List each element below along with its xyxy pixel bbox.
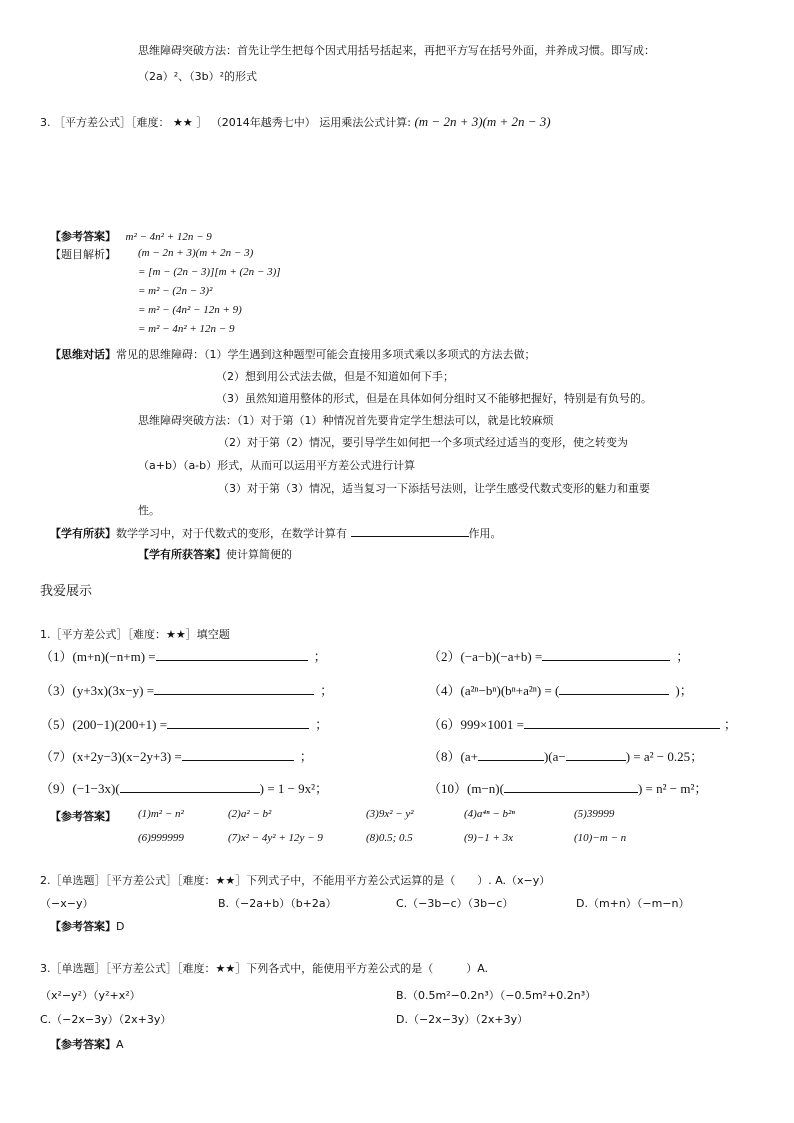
dialog-line: 性。 (138, 504, 160, 517)
dialog-line: 思维障碍突破方法：（1）对于第（1）种情况首先要肯定学生想法可以，就是比较麻烦 (138, 414, 554, 427)
p1-item-1-text: （1）(m+n)(−n+m) = (40, 649, 156, 664)
p2-option-a-cont: （−x−y） (40, 897, 94, 910)
p3-line-1: 3.［单选题］［平方差公式］［难度：★★］下列各式中，能使用平方差公式的是（ ）A. (40, 962, 489, 975)
dialog-line: （3）对于第（3）情况，适当复习一下添括号法则，让学生感受代数式变形的魅力和重要 (218, 482, 650, 495)
p1-item-3-blank[interactable] (154, 682, 314, 695)
q3-answer-row (50, 228, 212, 244)
p1-item-8-blank-2[interactable] (566, 748, 626, 761)
p1-item-6 (428, 714, 737, 733)
p2-answer: D (116, 920, 125, 933)
p1-item-5-text: （5）(200−1)(200+1) = (40, 717, 168, 732)
semicolon: ； (313, 649, 327, 664)
p1-answer-label: 【参考答案】 (50, 810, 116, 823)
q3-gain-answer-label: 【学有所获答案】 (138, 548, 226, 561)
p1-item-10-end: ) = n² − m²； (637, 781, 708, 796)
semicolon: ； (320, 683, 334, 698)
p1-answer: (6)999999 (138, 832, 184, 844)
semicolon: ； (299, 749, 313, 764)
p3-answer: A (116, 1038, 124, 1051)
p1-item-5 (40, 714, 328, 733)
p1-item-4-blank[interactable] (559, 682, 669, 695)
p1-item-2-blank[interactable] (542, 648, 670, 661)
close-paren: )； (675, 683, 693, 698)
p3-answer-row (50, 1036, 124, 1052)
q3-gain-text: 数学学习中，对于代数式的变形，在数学计算有 (116, 527, 347, 540)
dialog-line: （3）虽然知道用整体的形式，但是在具体如何分组时又不能够把握好，特别是有负号的。 (216, 392, 652, 405)
q3-gain-end: 作用。 (468, 527, 502, 540)
p1-answer: (9)−1 + 3x (464, 832, 514, 844)
semicolon: ； (676, 649, 690, 664)
p1-item-3-text: （3）(y+3x)(3x−y) = (40, 683, 155, 698)
q3-expression: (m − 2n + 3)(m + 2n − 3) (414, 114, 551, 129)
q3-tags: ［平方差公式］［难度： (54, 116, 170, 129)
q3-dialog-row-1 (50, 346, 536, 362)
p1-answer: (10)−m − n (574, 832, 627, 844)
q3-answer: m² − 4n² + 12n − 9 (125, 231, 212, 243)
q3-analysis-steps (138, 244, 281, 339)
p1-item-10-text: （10）(m−n)( (428, 781, 504, 796)
p1-item-6-blank[interactable] (524, 716, 720, 729)
q3-tags-close: ］ (196, 116, 208, 129)
p1-item-8-mid: )(a− (543, 749, 566, 764)
p1-answer: (1)m² − n² (138, 808, 184, 820)
p1-answer: (5)39999 (574, 808, 615, 820)
p1-item-6-text: （6）999×1001 = (428, 717, 524, 732)
q3-prompt: 运用乘法公式计算: (319, 116, 411, 129)
dialog-line: 常见的思维障碍：（1）学生遇到这种题型可能会直接用多项式乘以多项式的方法去做； (116, 348, 536, 361)
p1-item-4 (428, 680, 693, 699)
p3-option-b: B.（0.5m²−0.2n³）（−0.5m²+0.2n³） (396, 989, 597, 1002)
dialog-line: （2）对于第（2）情况，要引导学生如何把一个多项式经过适当的变形，使之转变为 (218, 436, 628, 449)
p1-item-7-blank[interactable] (182, 748, 294, 761)
p1-item-9-text: （9）(−1−3x)( (40, 781, 120, 796)
p1-item-7 (40, 746, 313, 765)
analysis-step: = m² − 4n² + 12n − 9 (138, 323, 235, 335)
analysis-step: = m² − (2n − 3)² (138, 285, 213, 297)
q3-gain-label: 【学有所获】 (50, 527, 116, 540)
p2-option-c: C.（−3b−c）（3b−c） (396, 897, 514, 910)
p1-item-10 (428, 778, 707, 797)
p1-item-8-text: （8）(a+ (428, 749, 478, 764)
p3-option-c: C.（−2x−3y）（2x+3y） (40, 1013, 172, 1026)
p1-answer: (4)a⁴ⁿ − b²ⁿ (464, 808, 515, 820)
p1-item-8-blank-1[interactable] (478, 748, 544, 761)
p1-item-2-text: （2）(−a−b)(−a+b) = (428, 649, 543, 664)
q3-header (40, 114, 551, 130)
q3-gain-blank[interactable] (351, 524, 469, 537)
analysis-step: = [m − (2n − 3)][m + (2n − 3)] (138, 266, 281, 278)
p1-item-8 (428, 746, 703, 765)
p2-answer-row (50, 918, 124, 934)
p1-item-1-blank[interactable] (156, 648, 308, 661)
section-title: 我爱展示 (40, 584, 93, 599)
p2-line-1: 2.［单选题］［平方差公式］［难度：★★］下列式子中，不能用平方差公式运算的是（ ）. A.（x−y） (40, 874, 551, 887)
analysis-step: (m − 2n + 3)(m + 2n − 3) (138, 247, 254, 259)
p1-answer: (3)9x² − y² (366, 808, 414, 820)
p3-option-d: D.（−2x−3y）（2x+3y） (396, 1013, 529, 1026)
dialog-line: （a+b）（a-b）形式，从而可以运用平方差公式进行计算 (138, 459, 416, 472)
q3-gain-answer-row (138, 546, 292, 562)
p1-answer: (2)a² − b² (228, 808, 272, 820)
p1-item-9 (40, 778, 328, 797)
q3-gain-answer: 使计算简便的 (226, 548, 292, 561)
dialog-line: （2）想到用公式法去做，但是不知道如何下手； (216, 370, 454, 383)
p1-item-1 (40, 646, 327, 665)
q3-stars: ★★ (173, 116, 193, 129)
p1-item-2 (428, 646, 689, 665)
p1-item-9-end: ) = 1 − 9x²； (259, 781, 329, 796)
q3-source: （2014年越秀七中） (210, 116, 316, 129)
p2-answer-label: 【参考答案】 (50, 920, 116, 933)
intro-line-1: 思维障碍突破方法：首先让学生把每个因式用括号括起来，再把平方写在括号外面，并养成习惯。即写成： (138, 44, 655, 57)
p1-item-5-blank[interactable] (167, 716, 309, 729)
p2-option-b: B.（−2a+b）（b+2a） (218, 897, 337, 910)
p1-answer: (7)x² − 4y² + 12y − 9 (228, 832, 323, 844)
p1-item-9-blank[interactable] (120, 780, 260, 793)
p1-answer: (8)0.5; 0.5 (366, 832, 413, 844)
q3-gain-row (50, 524, 502, 541)
p1-item-10-blank[interactable] (504, 780, 638, 793)
p2-option-d: D.（m+n）（−m−n） (576, 897, 690, 910)
p1-item-8-end: ) = a² − 0.25； (625, 749, 704, 764)
q3-answer-label: 【参考答案】 (50, 230, 116, 243)
intro-line-2: （2a）²、（3b）²的形式 (138, 70, 258, 83)
semicolon: ； (315, 717, 329, 732)
q3-number: 3. (40, 116, 51, 129)
p1-item-4-text: （4）(a²ⁿ−bⁿ)(bⁿ+a²ⁿ) = ( (428, 683, 560, 698)
p1-header: 1.［平方差公式］［难度：★★］填空题 (40, 628, 230, 641)
semicolon: ； (723, 717, 737, 732)
p1-item-7-text: （7）(x+2y−3)(x−2y+3) = (40, 749, 182, 764)
p1-item-3 (40, 680, 333, 699)
q3-analysis-label: 【题目解析】 (50, 248, 116, 261)
q3-dialog-label: 【思维对话】 (50, 348, 116, 361)
p3-option-a: （x²−y²）（y²+x²） (40, 989, 141, 1002)
p3-answer-label: 【参考答案】 (50, 1038, 116, 1051)
analysis-step: = m² − (4n² − 12n + 9) (138, 304, 242, 316)
